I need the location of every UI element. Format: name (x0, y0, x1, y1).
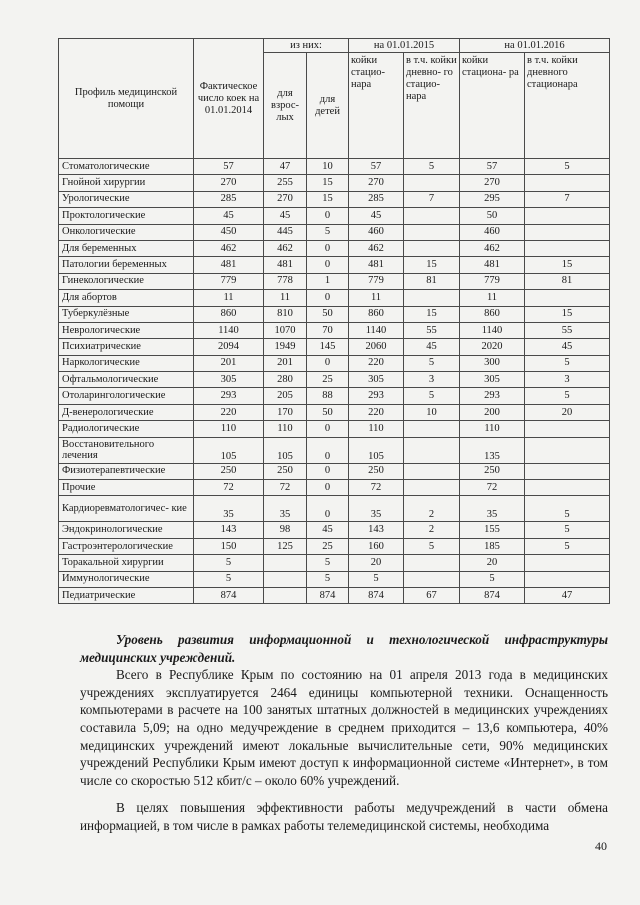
profile-cell: Стоматологические (59, 159, 194, 175)
profile-cell: Д-венерологические (59, 404, 194, 420)
value-cell: 462 (460, 240, 525, 256)
value-cell (525, 290, 610, 306)
table-row (59, 273, 610, 289)
profile-cell: Физиотерапевтические (59, 463, 194, 479)
value-cell: 270 (460, 175, 525, 191)
profile-cell: Гнойной хирургии (59, 175, 194, 191)
value-cell: 5 (307, 571, 349, 587)
value-cell: 5 (404, 159, 460, 175)
profile-cell: Офтальмологические (59, 372, 194, 388)
value-cell: 88 (307, 388, 349, 404)
profile-cell: Отоларингологические (59, 388, 194, 404)
value-cell: 1140 (194, 322, 264, 338)
value-cell (525, 480, 610, 496)
value-cell: 70 (307, 322, 349, 338)
value-cell: 481 (460, 257, 525, 273)
table-row (59, 159, 610, 175)
table-row (59, 175, 610, 191)
value-cell: 305 (194, 372, 264, 388)
value-cell (264, 587, 307, 603)
value-cell: 170 (264, 404, 307, 420)
value-cell: 270 (349, 175, 404, 191)
value-cell: 11 (460, 290, 525, 306)
value-cell: 47 (525, 587, 610, 603)
value-cell: 255 (264, 175, 307, 191)
value-cell: 860 (460, 306, 525, 322)
value-cell (404, 421, 460, 437)
value-cell: 5 (349, 571, 404, 587)
value-cell: 0 (307, 290, 349, 306)
value-cell: 47 (264, 159, 307, 175)
value-cell: 0 (307, 437, 349, 463)
value-cell: 0 (307, 208, 349, 224)
profile-cell: Эндокринологические (59, 522, 194, 538)
value-cell: 125 (264, 538, 307, 554)
value-cell (404, 240, 460, 256)
value-cell: 45 (525, 339, 610, 355)
value-cell: 72 (460, 480, 525, 496)
value-cell (525, 208, 610, 224)
value-cell: 3 (404, 372, 460, 388)
value-cell: 55 (404, 322, 460, 338)
profile-cell: Наркологические (59, 355, 194, 371)
value-cell: 45 (307, 522, 349, 538)
value-cell: 50 (307, 306, 349, 322)
value-cell: 110 (194, 421, 264, 437)
value-cell: 460 (460, 224, 525, 240)
profile-cell: Гинекологические (59, 273, 194, 289)
section-text (80, 631, 608, 835)
value-cell (525, 555, 610, 571)
table-row (59, 463, 610, 479)
table-row (59, 437, 610, 463)
value-cell: 0 (307, 355, 349, 371)
header-day-beds-2016: в т.ч. койки дневного стационара (525, 53, 610, 159)
value-cell (404, 463, 460, 479)
header-date-2015: на 01.01.2015 (349, 39, 460, 53)
table-row (59, 388, 610, 404)
value-cell: 45 (264, 208, 307, 224)
value-cell: 250 (194, 463, 264, 479)
value-cell: 220 (349, 355, 404, 371)
table-row (59, 587, 610, 603)
value-cell: 50 (460, 208, 525, 224)
section-heading: Уровень развития информационной и технологической инфраструктуры медицинских учреждений. (80, 632, 608, 665)
value-cell: 874 (460, 587, 525, 603)
value-cell: 11 (349, 290, 404, 306)
value-cell: 201 (194, 355, 264, 371)
header-actual-beds: Фактическое число коек на 01.01.2014 (194, 39, 264, 159)
profile-cell: Психиатрические (59, 339, 194, 355)
table-row (59, 240, 610, 256)
value-cell: 15 (307, 191, 349, 207)
profile-cell: Радиологические (59, 421, 194, 437)
header-beds-2016: койки стациона- ра (460, 53, 525, 159)
value-cell (264, 571, 307, 587)
value-cell: 105 (194, 437, 264, 463)
table-row (59, 257, 610, 273)
value-cell: 250 (264, 463, 307, 479)
value-cell: 155 (460, 522, 525, 538)
value-cell: 11 (194, 290, 264, 306)
value-cell: 35 (349, 496, 404, 522)
value-cell: 50 (307, 404, 349, 420)
value-cell: 205 (264, 388, 307, 404)
value-cell: 0 (307, 496, 349, 522)
table-row (59, 522, 610, 538)
value-cell: 105 (264, 437, 307, 463)
value-cell: 7 (525, 191, 610, 207)
header-beds-2015: койки стацио- нара (349, 53, 404, 159)
value-cell: 779 (460, 273, 525, 289)
value-cell: 72 (264, 480, 307, 496)
value-cell: 72 (194, 480, 264, 496)
value-cell: 779 (349, 273, 404, 289)
table-row (59, 355, 610, 371)
profile-cell: Туберкулёзные (59, 306, 194, 322)
value-cell: 10 (307, 159, 349, 175)
header-children: для детей (307, 53, 349, 159)
paragraph-computers: Всего в Республике Крым по состоянию на 01 апреля 2013 года в медицинских учреждениях эксплуатируется 2464 единицы компьютерной техники. Оснащенность компьютерами в расчете на 100 занятых штатных должностей в медицинских учреждениях составила 5,09; на одно медучреждение в среднем приходится – 13,6 компьютера, 40% медицинских учреждений имеют локальные вычислительные сети, 90% медицинских учреждений Республики Крым имеют доступ к информационной системе «Интернет», в том числе со скоростью 512 кбит/с – около 60% учреждений. (80, 667, 608, 788)
value-cell: 145 (307, 339, 349, 355)
value-cell (404, 208, 460, 224)
value-cell: 110 (349, 421, 404, 437)
value-cell: 1140 (349, 322, 404, 338)
value-cell: 860 (194, 306, 264, 322)
profile-cell: Восстановительного лечения (59, 437, 194, 463)
value-cell (525, 463, 610, 479)
value-cell (404, 437, 460, 463)
value-cell: 135 (460, 437, 525, 463)
value-cell: 481 (264, 257, 307, 273)
value-cell: 57 (349, 159, 404, 175)
value-cell: 11 (264, 290, 307, 306)
value-cell: 5 (525, 159, 610, 175)
value-cell: 445 (264, 224, 307, 240)
value-cell: 25 (307, 372, 349, 388)
value-cell: 201 (264, 355, 307, 371)
value-cell: 143 (349, 522, 404, 538)
value-cell (264, 555, 307, 571)
profile-cell: Проктологические (59, 208, 194, 224)
value-cell: 285 (349, 191, 404, 207)
value-cell: 15 (404, 257, 460, 273)
value-cell: 55 (525, 322, 610, 338)
value-cell: 220 (349, 404, 404, 420)
value-cell: 15 (307, 175, 349, 191)
value-cell: 462 (264, 240, 307, 256)
value-cell: 860 (349, 306, 404, 322)
value-cell: 105 (349, 437, 404, 463)
value-cell: 0 (307, 480, 349, 496)
value-cell: 285 (194, 191, 264, 207)
value-cell: 2 (404, 522, 460, 538)
profile-cell: Урологические (59, 191, 194, 207)
value-cell: 20 (349, 555, 404, 571)
value-cell: 20 (460, 555, 525, 571)
profile-cell: Неврологические (59, 322, 194, 338)
paragraph-efficiency: В целях повышения эффективности работы медучреждений в части обмена информацией, в том числе в рамках работы телемедицинской системы, необходима (80, 800, 608, 833)
value-cell: 220 (194, 404, 264, 420)
value-cell: 5 (525, 538, 610, 554)
value-cell: 7 (404, 191, 460, 207)
value-cell: 1 (307, 273, 349, 289)
header-adults: для взрос- лых (264, 53, 307, 159)
value-cell: 293 (349, 388, 404, 404)
value-cell: 57 (194, 159, 264, 175)
value-cell: 110 (460, 421, 525, 437)
profile-cell: Для беременных (59, 240, 194, 256)
value-cell: 45 (194, 208, 264, 224)
value-cell: 25 (307, 538, 349, 554)
value-cell (525, 571, 610, 587)
value-cell (404, 480, 460, 496)
table-row (59, 306, 610, 322)
value-cell (525, 437, 610, 463)
profile-cell: Торакальной хирургии (59, 555, 194, 571)
value-cell: 293 (460, 388, 525, 404)
profile-cell: Гастроэнтерологические (59, 538, 194, 554)
value-cell: 250 (460, 463, 525, 479)
value-cell: 305 (460, 372, 525, 388)
value-cell: 280 (264, 372, 307, 388)
value-cell: 2094 (194, 339, 264, 355)
table-row (59, 555, 610, 571)
value-cell: 160 (349, 538, 404, 554)
value-cell: 150 (194, 538, 264, 554)
value-cell: 1070 (264, 322, 307, 338)
value-cell: 72 (349, 480, 404, 496)
value-cell: 450 (194, 224, 264, 240)
value-cell: 462 (194, 240, 264, 256)
header-profile: Профиль медицинской помощи (59, 39, 194, 159)
value-cell (404, 224, 460, 240)
table-row (59, 538, 610, 554)
value-cell: 5 (525, 355, 610, 371)
value-cell: 874 (307, 587, 349, 603)
value-cell: 67 (404, 587, 460, 603)
value-cell: 874 (194, 587, 264, 603)
value-cell: 35 (264, 496, 307, 522)
value-cell: 45 (349, 208, 404, 224)
value-cell: 10 (404, 404, 460, 420)
value-cell: 1949 (264, 339, 307, 355)
table-row (59, 339, 610, 355)
value-cell: 0 (307, 240, 349, 256)
value-cell: 810 (264, 306, 307, 322)
header-of-them: из них: (264, 39, 349, 53)
table-row (59, 421, 610, 437)
value-cell: 2 (404, 496, 460, 522)
header-date-2016: на 01.01.2016 (460, 39, 610, 53)
value-cell: 5 (525, 496, 610, 522)
table-row (59, 571, 610, 587)
value-cell: 35 (460, 496, 525, 522)
profile-cell: Для абортов (59, 290, 194, 306)
value-cell: 270 (264, 191, 307, 207)
value-cell (525, 240, 610, 256)
value-cell: 0 (307, 257, 349, 273)
value-cell: 35 (194, 496, 264, 522)
value-cell: 3 (525, 372, 610, 388)
value-cell (525, 175, 610, 191)
bed-capacity-table (58, 38, 610, 604)
value-cell: 778 (264, 273, 307, 289)
value-cell: 2060 (349, 339, 404, 355)
value-cell: 81 (525, 273, 610, 289)
value-cell (404, 290, 460, 306)
table-row (59, 191, 610, 207)
value-cell: 2020 (460, 339, 525, 355)
value-cell: 15 (404, 306, 460, 322)
value-cell: 20 (525, 404, 610, 420)
value-cell (404, 571, 460, 587)
table-row (59, 290, 610, 306)
value-cell: 5 (404, 388, 460, 404)
profile-cell: Патологии беременных (59, 257, 194, 273)
page-number: 40 (595, 839, 607, 853)
value-cell: 5 (307, 555, 349, 571)
profile-cell: Кардиоревматологичес- кие (59, 496, 194, 522)
value-cell: 5 (525, 388, 610, 404)
value-cell: 98 (264, 522, 307, 538)
value-cell: 250 (349, 463, 404, 479)
profile-cell: Прочие (59, 480, 194, 496)
value-cell: 305 (349, 372, 404, 388)
value-cell: 874 (349, 587, 404, 603)
value-cell: 81 (404, 273, 460, 289)
value-cell: 0 (307, 421, 349, 437)
value-cell: 460 (349, 224, 404, 240)
table-row (59, 208, 610, 224)
table-row (59, 372, 610, 388)
value-cell: 200 (460, 404, 525, 420)
value-cell: 57 (460, 159, 525, 175)
value-cell (525, 224, 610, 240)
value-cell: 779 (194, 273, 264, 289)
value-cell: 5 (460, 571, 525, 587)
table-row (59, 224, 610, 240)
value-cell: 5 (307, 224, 349, 240)
table-row (59, 404, 610, 420)
profile-cell: Педиатрические (59, 587, 194, 603)
value-cell: 1140 (460, 322, 525, 338)
value-cell: 5 (404, 355, 460, 371)
value-cell (404, 175, 460, 191)
value-cell: 462 (349, 240, 404, 256)
value-cell: 5 (404, 538, 460, 554)
value-cell: 293 (194, 388, 264, 404)
value-cell: 481 (349, 257, 404, 273)
value-cell (525, 421, 610, 437)
value-cell: 5 (194, 571, 264, 587)
value-cell: 110 (264, 421, 307, 437)
header-day-beds-2015: в т.ч. койки дневно- го стацио- нара (404, 53, 460, 159)
value-cell (404, 555, 460, 571)
value-cell: 5 (194, 555, 264, 571)
table-row (59, 496, 610, 522)
profile-cell: Иммунологические (59, 571, 194, 587)
table-row (59, 322, 610, 338)
value-cell: 45 (404, 339, 460, 355)
value-cell: 300 (460, 355, 525, 371)
value-cell: 15 (525, 257, 610, 273)
value-cell: 5 (525, 522, 610, 538)
value-cell: 15 (525, 306, 610, 322)
value-cell: 143 (194, 522, 264, 538)
value-cell: 295 (460, 191, 525, 207)
profile-cell: Онкологические (59, 224, 194, 240)
value-cell: 481 (194, 257, 264, 273)
table-row (59, 480, 610, 496)
value-cell: 270 (194, 175, 264, 191)
value-cell: 185 (460, 538, 525, 554)
value-cell: 0 (307, 463, 349, 479)
